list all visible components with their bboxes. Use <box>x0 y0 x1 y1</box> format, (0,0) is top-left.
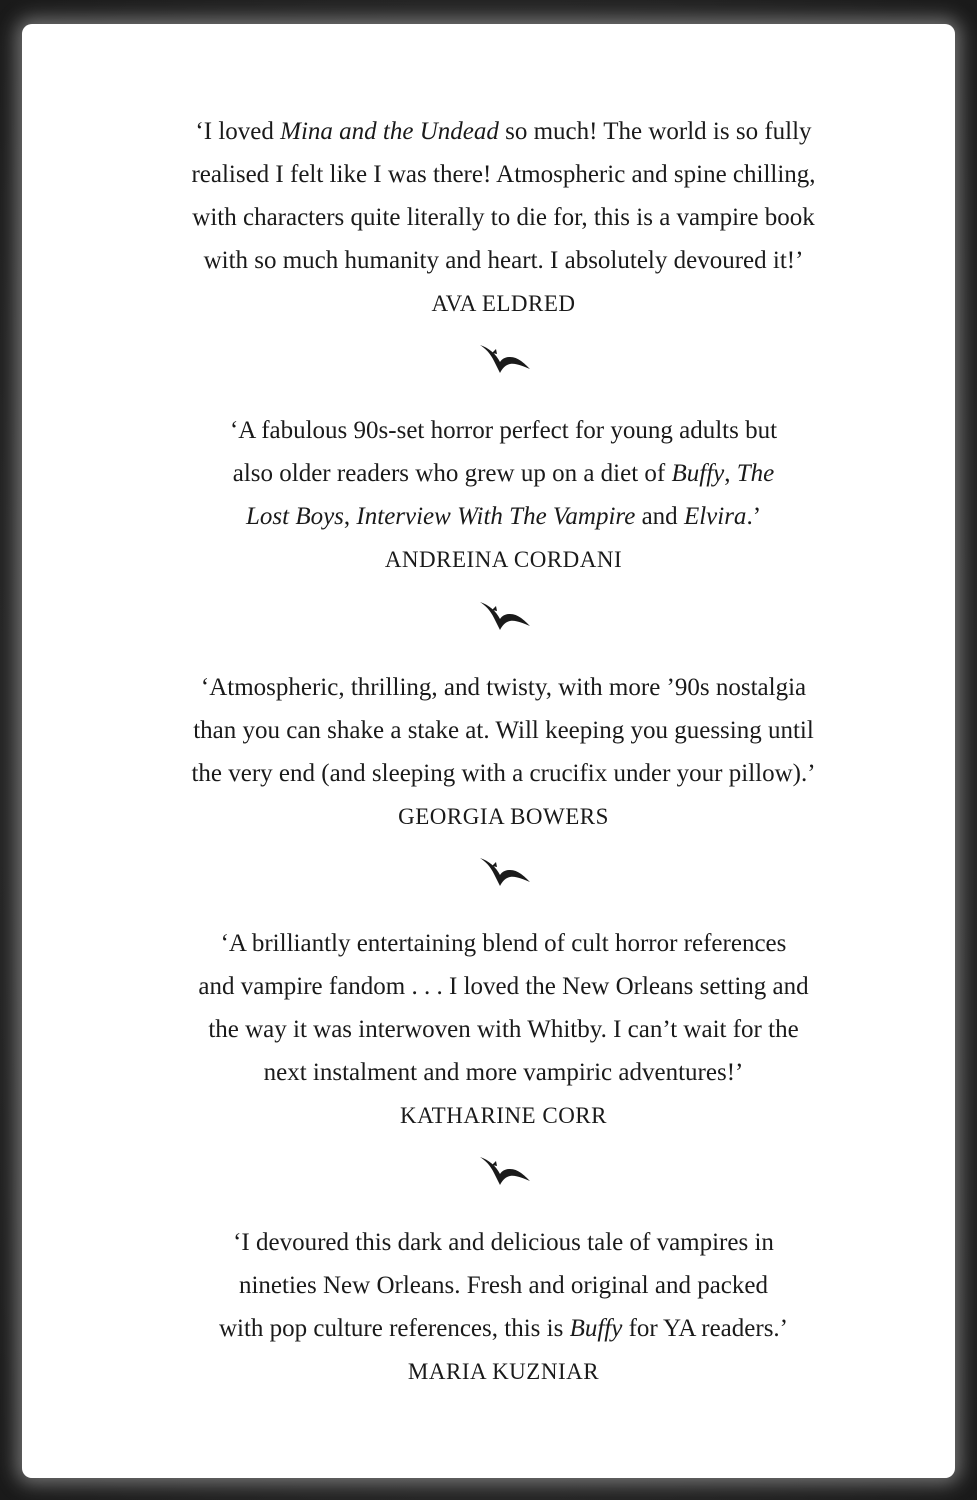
italic-title: Interview With The Vampire <box>356 503 636 530</box>
review-quote-2 <box>120 409 887 581</box>
italic-title: The <box>736 460 775 487</box>
bat-icon <box>478 1155 532 1189</box>
review-quote-3 <box>120 666 887 838</box>
quote-text: ‘A fabulous 90s-set horror perfect for young adults but also older readers who grew up on a diet of Buffy, The Lost Boys, Interview With The Vampire and Elvira.’ <box>229 417 778 530</box>
bat-icon <box>478 856 532 890</box>
quote-text: ‘I loved Mina and the Undead so much! The world is so fully realised I felt like I was there! Atmospheric and spine chilling, with characters quite literally to die for, this is a vampire book with so much humanity and heart. I absolutely devoured it!’ <box>191 118 816 274</box>
quote-author: KATHARINE CORR <box>400 1103 607 1128</box>
quote-author: AVA ELDRED <box>431 291 576 316</box>
quote-text: ‘A brilliantly entertaining blend of cult horror references and vampire fandom . . . I loved the New Orleans setting and the way it was interwoven with Whitby. I can’t wait for the next instalment and more vampiric adventures!’ <box>198 930 809 1086</box>
bat-icon <box>478 343 532 377</box>
quote-author: MARIA KUZNIAR <box>407 1359 600 1384</box>
italic-title: Buffy <box>569 1315 623 1342</box>
review-quote-4 <box>120 922 887 1137</box>
quote-author: ANDREINA CORDANI <box>384 547 623 572</box>
italic-title: Buffy <box>671 460 725 487</box>
italic-title: Lost Boys <box>245 503 344 530</box>
review-quote-5 <box>120 1221 887 1393</box>
review-quote-1 <box>120 110 887 325</box>
bat-icon <box>478 600 532 634</box>
quote-text: ‘Atmospheric, thrilling, and twisty, with more ’90s nostalgia than you can shake a stake at. Will keeping you guessing until the very end (and sleeping with a crucifix under your pillow).’ <box>191 674 816 787</box>
quote-text: ‘I devoured this dark and delicious tale of vampires in nineties New Orleans. Fresh and original and packed with pop culture references, this is Buffy for YA readers.’ <box>218 1229 789 1342</box>
italic-title: Mina and the Undead <box>280 118 499 145</box>
quote-author: GEORGIA BOWERS <box>398 804 609 829</box>
italic-title: Elvira <box>683 503 747 530</box>
